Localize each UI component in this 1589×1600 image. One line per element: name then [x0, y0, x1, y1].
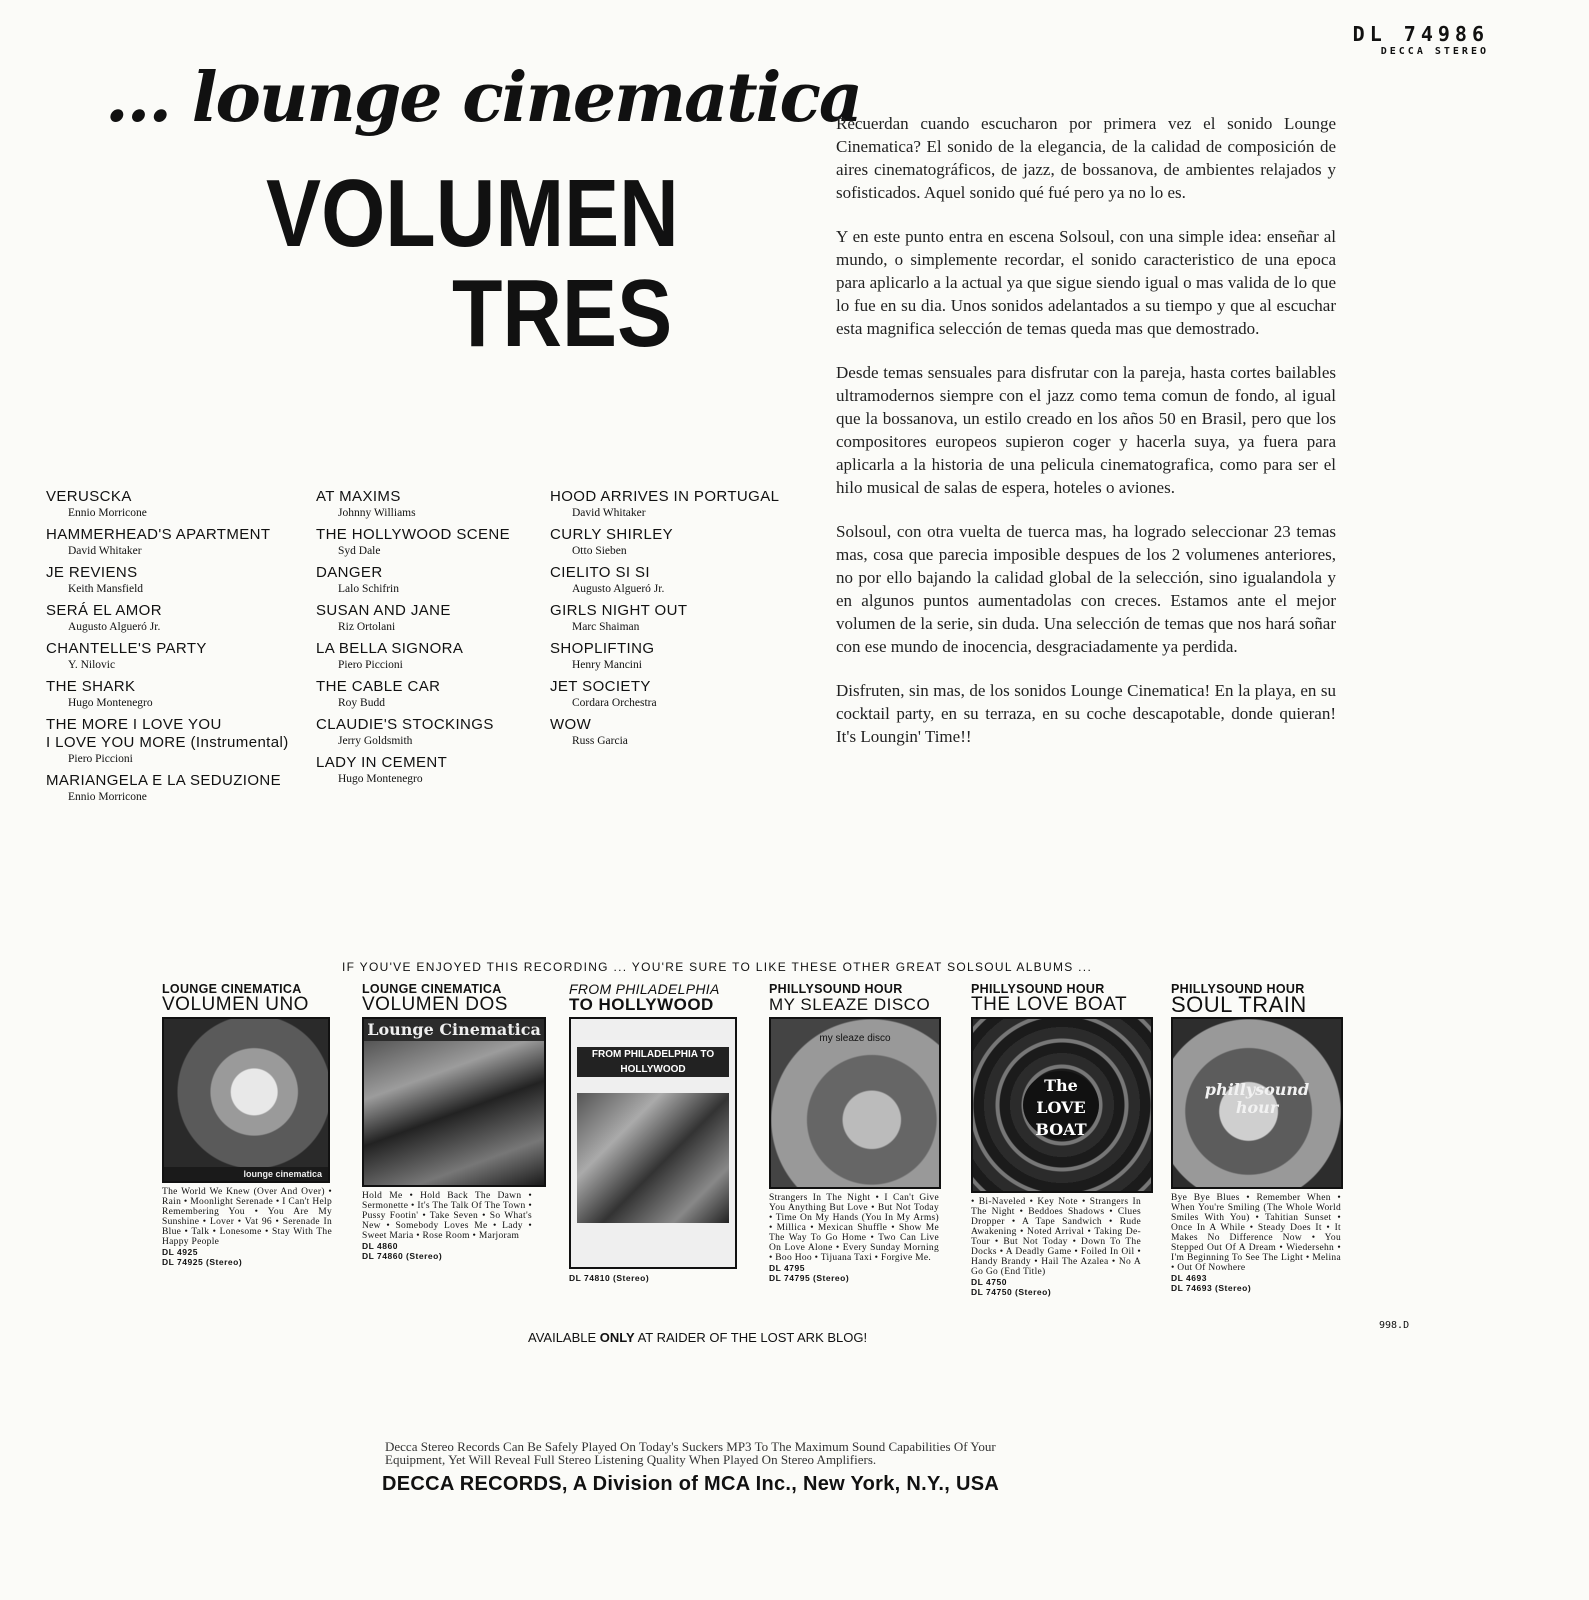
liner-paragraph: Recuerdan cuando escucharon por primera vez el sonido Lounge Cinematica? El sonido de la elegancia, de la calidad de composición de aires cinematográficos, de jazz, de bossanova, de ambientes relajados y sofisticados. Aquel sonido qué fué pero ya no lo es. — [836, 114, 1336, 202]
track-entry — [46, 488, 289, 520]
album-cover — [1171, 1017, 1343, 1189]
album-tracks: Bye Bye Blues • Remember When • When You're Smiling (The Whole World Smiles With You) • Tahitian Sunset • Once In A While • Steady Does It • It Makes No Difference Now • You Stepped Out Of A Dream • Wiedersehn • I'm Beginning To See The Light • Melina • Out Of Nowhere — [1171, 1193, 1341, 1273]
track-composer: Riz Ortolani — [338, 621, 396, 633]
track-composer: David Whitaker — [572, 507, 646, 519]
track-composer: Ennio Morricone — [68, 507, 147, 519]
album-series: PHILLYSOUND HOUR — [769, 982, 903, 996]
track-composer: Henry Mancini — [572, 659, 642, 671]
album-card — [1171, 983, 1341, 1293]
album-title: THE LOVE BOAT — [971, 994, 1128, 1015]
track-entry — [46, 716, 289, 766]
album-cover-label: my sleaze disco — [819, 1033, 891, 1044]
track-entry — [46, 678, 289, 710]
album-cover — [569, 1017, 737, 1269]
track-title: LA BELLA SIGNORA — [316, 640, 464, 657]
track-title: WOW — [550, 716, 592, 733]
track-composer: Jerry Goldsmith — [338, 735, 413, 747]
track-composer: Hugo Montenegro — [68, 697, 153, 709]
album-cover — [971, 1017, 1153, 1193]
promo-line: IF YOU'VE ENJOYED THIS RECORDING ... YOU'RE SURE TO LIKE THESE OTHER GREAT SOLSOUL ALBUMS ... — [342, 960, 1093, 974]
album-card — [569, 983, 739, 1283]
liner-notes — [836, 112, 1336, 769]
album-catalog-mono: DL 4795 — [769, 1263, 805, 1273]
track-composer: Augusto Algueró Jr. — [572, 583, 665, 595]
track-composer: Otto Sieben — [572, 545, 627, 557]
album-tracks: Hold Me • Hold Back The Dawn • Sermonette • It's The Talk Of The Town • Pussy Footin' • Take Seven • So What's New • Somebody Loves Me • Lady • Sweet Maria • Rose Room • Marjoram — [362, 1191, 532, 1241]
track-entry — [316, 526, 510, 558]
track-entry — [550, 526, 779, 558]
album-cover — [162, 1017, 330, 1183]
album-catalog-stereo: DL 74693 (Stereo) — [1171, 1283, 1252, 1293]
track-entry — [46, 640, 289, 672]
track-title: THE CABLE CAR — [316, 678, 441, 695]
track-composer: Hugo Montenegro — [338, 773, 423, 785]
track-composer: Johnny Williams — [338, 507, 416, 519]
liner-paragraph: Disfruten, sin mas, de los sonidos Lounge Cinematica! En la playa, en su cocktail party, en su terraza, en su coche descapotable, donde quieran! It's Loungin' Time!! — [836, 681, 1336, 746]
available-text-pre: AVAILABLE — [528, 1330, 600, 1345]
track-entry — [46, 602, 289, 634]
catalog-code: DL 74986 — [1352, 22, 1489, 46]
track-composer: Syd Dale — [338, 545, 381, 557]
track-title: CLAUDIE'S STOCKINGS — [316, 716, 494, 733]
album-catalog-stereo: DL 74750 (Stereo) — [971, 1287, 1052, 1297]
album-cover — [769, 1017, 941, 1189]
album-card — [769, 983, 939, 1283]
album-catalog-stereo: DL 74925 (Stereo) — [162, 1257, 243, 1267]
album-catalog-mono: DL 4925 — [162, 1247, 198, 1257]
track-entry — [316, 754, 510, 786]
track-title: THE MORE I LOVE YOU I LOVE YOU MORE (Instrumental) — [46, 716, 289, 751]
album-series: PHILLYSOUND HOUR — [1171, 982, 1305, 996]
track-composer: Roy Budd — [338, 697, 385, 709]
small-code: 998.D — [1379, 1320, 1410, 1331]
album-card — [162, 983, 332, 1267]
album-title: VOLUMEN UNO — [162, 994, 309, 1015]
track-entry — [550, 564, 779, 596]
series-title: ... lounge cinematica — [105, 58, 861, 138]
album-series: LOUNGE CINEMATICA — [162, 982, 302, 996]
track-entry — [46, 564, 289, 596]
album-cover-label: phillysound hour — [1204, 1080, 1310, 1117]
album-catalog-stereo: DL 74860 (Stereo) — [362, 1251, 443, 1261]
track-entry — [316, 602, 510, 634]
track-entry — [550, 602, 779, 634]
track-entry — [46, 526, 289, 558]
track-entry — [316, 564, 510, 596]
album-catalog-stereo: DL 74795 (Stereo) — [769, 1273, 850, 1283]
track-title: DANGER — [316, 564, 383, 581]
album-title: TO HOLLYWOOD — [569, 995, 714, 1014]
track-title: SHOPLIFTING — [550, 640, 655, 657]
record-label-line: DECCA RECORDS, A Division of MCA Inc., New York, N.Y., USA — [382, 1473, 1000, 1495]
track-title: THE HOLLYWOOD SCENE — [316, 526, 511, 543]
track-composer: Marc Shaiman — [572, 621, 640, 633]
album-catalog-mono: DL 4860 — [362, 1241, 398, 1251]
album-tracks: The World We Knew (Over And Over) • Rain • Moonlight Serenade • I Can't Help Remembering You • You Are My Sunshine • Lover • Vat 96 • Serenade In Blue • Talk • Lonesome • Stay With The Happy People — [162, 1187, 332, 1247]
tracklist-column-1 — [46, 488, 289, 810]
track-composer: Augusto Algueró Jr. — [68, 621, 161, 633]
track-title: THE SHARK — [46, 678, 136, 695]
track-title: AT MAXIMS — [316, 488, 401, 505]
track-composer: Cordara Orchestra — [572, 697, 657, 709]
track-title: CHANTELLE'S PARTY — [46, 640, 207, 657]
album-title: VOLUMEN DOS — [362, 994, 508, 1015]
album-series: PHILLYSOUND HOUR — [971, 982, 1105, 996]
track-title: SERÁ EL AMOR — [46, 602, 162, 619]
title-tres: TRES — [452, 260, 673, 367]
liner-paragraph: Desde temas sensuales para disfrutar con la pareja, hasta cortes bailables ultramodernos siempre con el jazz como tema comun de fondo, al igual que la bossanova, un estilo creado en los años 50 en Brasil, pero que los compositores europeos supieron coger y hacerla suya, ya fuera para aplicarla a la historia de una pelicula cinematografica, como para ser el hilo musical de salas de espera, hoteles o aviones. — [836, 363, 1336, 497]
title-volumen: VOLUMEN — [266, 160, 679, 267]
track-title: JE REVIENS — [46, 564, 138, 581]
album-cover-label: Lounge Cinematica — [364, 1019, 544, 1041]
track-title: CIELITO SI SI — [550, 564, 650, 581]
track-entry — [316, 640, 510, 672]
track-entry — [316, 488, 510, 520]
album-tracks: • Bi-Naveled • Key Note • Strangers In The Night • Beddoes Shadows • Clues Dropper • A Tape Sandwich • Rude Awakening • Noted Arrival • Taking De-Tour • But Not Today • Down To The Docks • A Deadly Game • Foiled In Oil • Handy Brandy • Hail The Azalea • No A Go Go (End Title) — [971, 1197, 1141, 1277]
tracklist-column-2 — [316, 488, 510, 792]
album-card — [362, 982, 541, 1261]
tracklist-column-3 — [550, 488, 779, 754]
album-catalog-mono: DL 4693 — [1171, 1273, 1207, 1283]
track-composer: Y. Nilovic — [68, 659, 116, 671]
album-cover-label: The LOVE BOAT — [1023, 1071, 1099, 1139]
album-cover-label: lounge cinematica — [164, 1167, 328, 1181]
track-entry — [46, 772, 289, 804]
track-title: GIRLS NIGHT OUT — [550, 602, 688, 619]
album-tracks: Strangers In The Night • I Can't Give You Anything But Love • But Not Today • Time On My Hands (You In My Arms) • Millica • Mexican Shuffle • Show Me The Way To Go Home • Two Can Live On Love Alone • Every Sunday Morning • Boo Hoo • Tijuana Taxi • Forgive Me. — [769, 1193, 939, 1263]
track-composer: Piero Piccioni — [68, 753, 133, 765]
album-series: FROM PHILADELPHIA — [569, 981, 720, 997]
available-line — [528, 1330, 867, 1345]
album-title: SOUL TRAIN — [1171, 992, 1307, 1017]
track-composer: Piero Piccioni — [338, 659, 403, 671]
track-entry — [550, 488, 779, 520]
album-title: MY SLEAZE DISCO — [769, 995, 931, 1014]
liner-paragraph: Solsoul, con otra vuelta de tuerca mas, ha logrado seleccionar 23 temas mas, cosa que parecia imposible despues de los 2 volumenes anteriores, no por ello bajando la calidad global de la selección, sino igualandola y en algunos puntos aumentadolas con creces. Estamos ante el mejor volumen de la serie, sin duda. Una selección de temas que nos hará soñar con ese mundo de inocencia, desgraciadamente ya perdida. — [836, 522, 1336, 656]
track-entry — [316, 678, 510, 710]
liner-paragraph: Y en este punto entra en escena Solsoul, con una simple idea: enseñar al mundo, o simplemente recordar, el sonido caracteristico de una epoca para aplicarlo a la actual ya que sigue siendo igual o mas valida de lo que lo fue en su dia. Unos sonidos adelantados a su tiempo y que al escuchar esta magnifica selección de temas queda mas que demostrado. — [836, 227, 1336, 338]
track-composer: Lalo Schifrin — [338, 583, 399, 595]
track-composer: Ennio Morricone — [68, 791, 147, 803]
track-title: JET SOCIETY — [550, 678, 651, 695]
album-series: LOUNGE CINEMATICA — [362, 982, 502, 996]
track-composer: Russ Garcia — [572, 735, 628, 747]
available-text-post: AT RAIDER OF THE LOST ARK BLOG! — [634, 1330, 868, 1345]
track-title: LADY IN CEMENT — [316, 754, 448, 771]
available-text-bold: ONLY — [599, 1330, 635, 1345]
track-title: SUSAN AND JANE — [316, 602, 451, 619]
album-cover — [362, 1017, 546, 1187]
label-stereo: DECCA STEREO — [1380, 46, 1489, 57]
track-entry — [550, 678, 779, 710]
stereo-disclaimer: Decca Stereo Records Can Be Safely Played On Today's Suckers MP3 To The Maximum Sound Capabilities Of Your Equipment, Yet Will Reveal Full Stereo Listening Quality When Played On Stereo Amplifiers. — [385, 1439, 996, 1467]
track-composer: Keith Mansfield — [68, 583, 144, 595]
album-cover-label: FROM PHILADELPHIA TO HOLLYWOOD — [577, 1047, 729, 1077]
track-title: VERUSCKA — [46, 488, 132, 505]
track-entry — [550, 640, 779, 672]
track-title: HAMMERHEAD'S APARTMENT — [46, 526, 271, 543]
track-entry — [550, 716, 779, 748]
track-entry — [316, 716, 510, 748]
album-catalog-stereo: DL 74810 (Stereo) — [569, 1273, 650, 1283]
track-title: HOOD ARRIVES IN PORTUGAL — [550, 488, 780, 505]
catalog-number-block — [1353, 22, 1489, 57]
track-title: CURLY SHIRLEY — [550, 526, 674, 543]
track-title: MARIANGELA E LA SEDUZIONE — [46, 772, 282, 789]
track-composer: David Whitaker — [68, 545, 142, 557]
album-catalog-mono: DL 4750 — [971, 1277, 1007, 1287]
album-cover-art — [577, 1093, 729, 1223]
album-card — [971, 983, 1141, 1297]
